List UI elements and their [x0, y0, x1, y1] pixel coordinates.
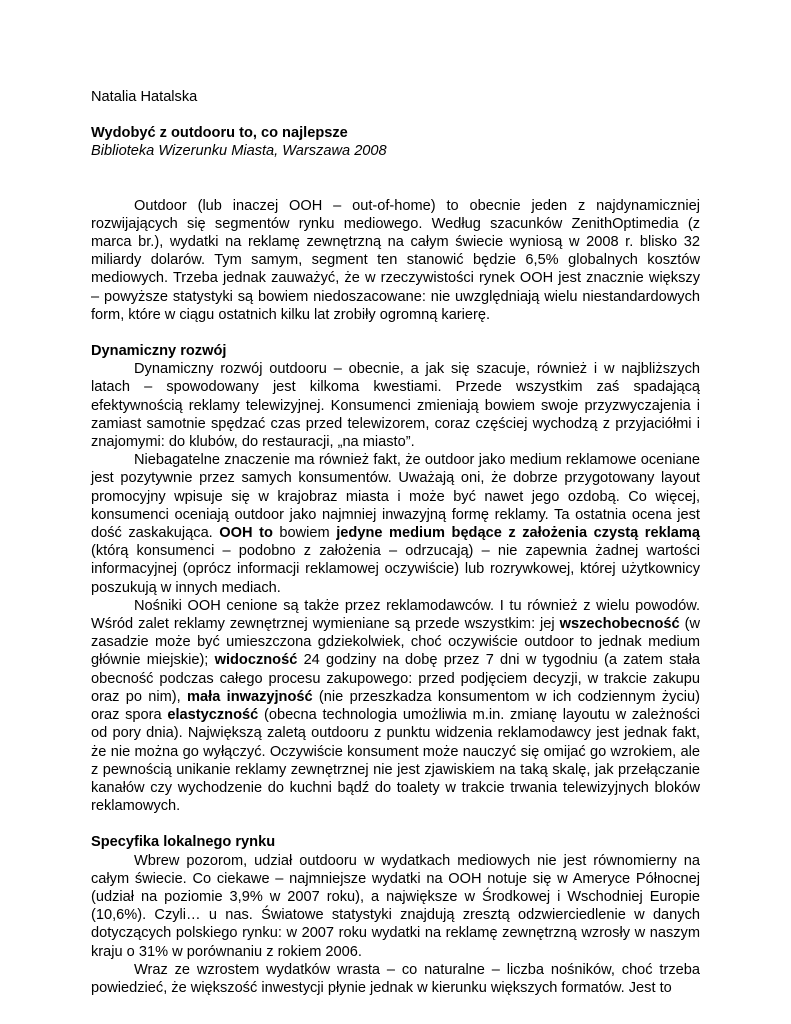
text-run: bowiem: [272, 525, 337, 542]
text-run: (którą konsumenci – podobno z założenia – odrzucają) – nie zapewnia żadnej wartości informacyjnej (oprócz informacji reklamowej oczywiście) lub rozrywkowej, której użytkownicy poszukują w innych mediach.: [91, 543, 700, 596]
text-run: (w zasadzie może być umieszczona gdziekolwiek, choć oczywiście outdoor to jednak medium głównie miejskie);: [91, 616, 700, 669]
bold-phrase: elastyczność: [167, 707, 259, 724]
section-heading-dynamiczny-rozwoj: Dynamiczny rozwój: [91, 343, 227, 360]
bold-phrase: OOH to: [219, 525, 273, 542]
text-run: (nie przeszkadza konsumentom w ich codziennym życiu) oraz spora: [91, 688, 700, 724]
text-run: 24 godziny na dobę przez 7 dni w tygodniu (a zatem stała obecność podczas całego procesu zakupowego: przed podjęciem decyzji, w trakcie zakupu oraz po nim),: [91, 652, 700, 705]
bold-phrase: jedyne medium będące z założenia czystą reklamą: [336, 525, 700, 542]
section-heading-specyfika: Specyfika lokalnego rynku: [91, 834, 276, 851]
paragraph: [91, 451, 700, 597]
paragraph: Dynamiczny rozwój outdooru – obecnie, a jak się szacuje, również i w najbliższych latach – spowodowany jest kilkoma kwestiami. Przede wszystkim zaś spadającą efektywnością reklamy telewizyjnej. Konsumenci zmieniają bowiem swoje przyzwyczajenia i zamiast samotnie spędzać czas przed telewizorem, coraz częściej wychodzą z przyjaciółmi i znajomymi: do klubów, do restauracji, „na miasto”.: [91, 361, 700, 451]
paragraph: Wraz ze wzrostem wydatków wrasta – co naturalne – liczba nośników, choć trzeba powiedzieć, że większość inwestycji płynie jednak w kierunku większych formatów. Jest to: [91, 961, 700, 996]
paragraph: [91, 597, 700, 815]
article-source: Biblioteka Wizerunku Miasta, Warszawa 2008: [91, 143, 387, 160]
text-run: Nośniki OOH cenione są także przez reklamodawców. I tu również z wielu powodów. Wśród zalet reklamy zewnętrznej wymieniane są przede wszystkim: jej: [91, 597, 700, 633]
article-title: Wydobyć z outdooru to, co najlepsze: [91, 125, 348, 142]
author-name: Natalia Hatalska: [91, 89, 198, 105]
intro-paragraph: Outdoor (lub inaczej OOH – out-of-home) to obecnie jeden z najdynamiczniej rozwijających się segmentów rynku mediowego. Według szacunków ZenithOptimedia (z marca br.), wydatki na reklamę zewnętrzną na całym świecie wyniosą w 2008 r. blisko 32 miliardy dolarów. Tym samym, segment ten stanowić będzie 6,5% globalnych kosztów mediowych. Trzeba jednak zauważyć, że w rzeczywistości rynek OOH jest znacznie większy – powyższe statystyki są bowiem niedoszacowane: nie uwzględniają wielu niestandardowych form, które w ciągu ostatnich kilku lat zrobiły ogromną karierę.: [91, 197, 700, 323]
document-body: [91, 88, 700, 997]
bold-phrase: mała inwazyjność: [187, 688, 313, 705]
text-run: Niebagatelne znaczenie ma również fakt, że outdoor jako medium reklamowe oceniane jest pozytywnie przez samych konsumentów. Uważają oni, że dobrze przygotowany layout promocyjny wpisuje się w krajobraz miasta i może być nawet jego ozdobą. Co więcej, konsumenci oceniają outdoor jako najmniej inwazyjną formę reklamy. Ta ostatnia ocena jest dość zaskakująca.: [91, 452, 700, 542]
bold-phrase: wszechobecność: [559, 616, 680, 633]
bold-phrase: widoczność: [214, 652, 298, 669]
text-run: (obecna technologia umożliwia m.in. zmianę layoutu w zależności od pory dnia). Największą zaletą outdooru z punktu widzenia reklamodawcy jest jednak fakt, że nie można go wyłączyć. Oczywiście konsument może nauczyć się omijać go wzrokiem, ale z pewnością unikanie reklamy zewnętrznej nie jest zjawiskiem na taką skalę, jak przełączanie kanałów czy wychodzenie do kuchni bądź do toalety w trakcie trwania telewizyjnych bloków reklamowych.: [91, 707, 700, 815]
paragraph: Wbrew pozorom, udział outdooru w wydatkach mediowych nie jest równomierny na całym świecie. Co ciekawe – najmniejsze wydatki na OOH notuje się w Ameryce Północnej (udział na poziomie 3,9% w 2007 roku), a największe w Środkowej i Wschodniej Europie (10,6%). Czyli… u nas. Światowe statystyki znajdują zresztą odzwierciedlenie w danych dotyczących polskiego rynku: w 2007 roku wydatki na reklamę zewnętrzną wzrosły w naszym kraju o 31% w porównaniu z rokiem 2006.: [91, 852, 700, 960]
section-gap: [91, 815, 700, 833]
